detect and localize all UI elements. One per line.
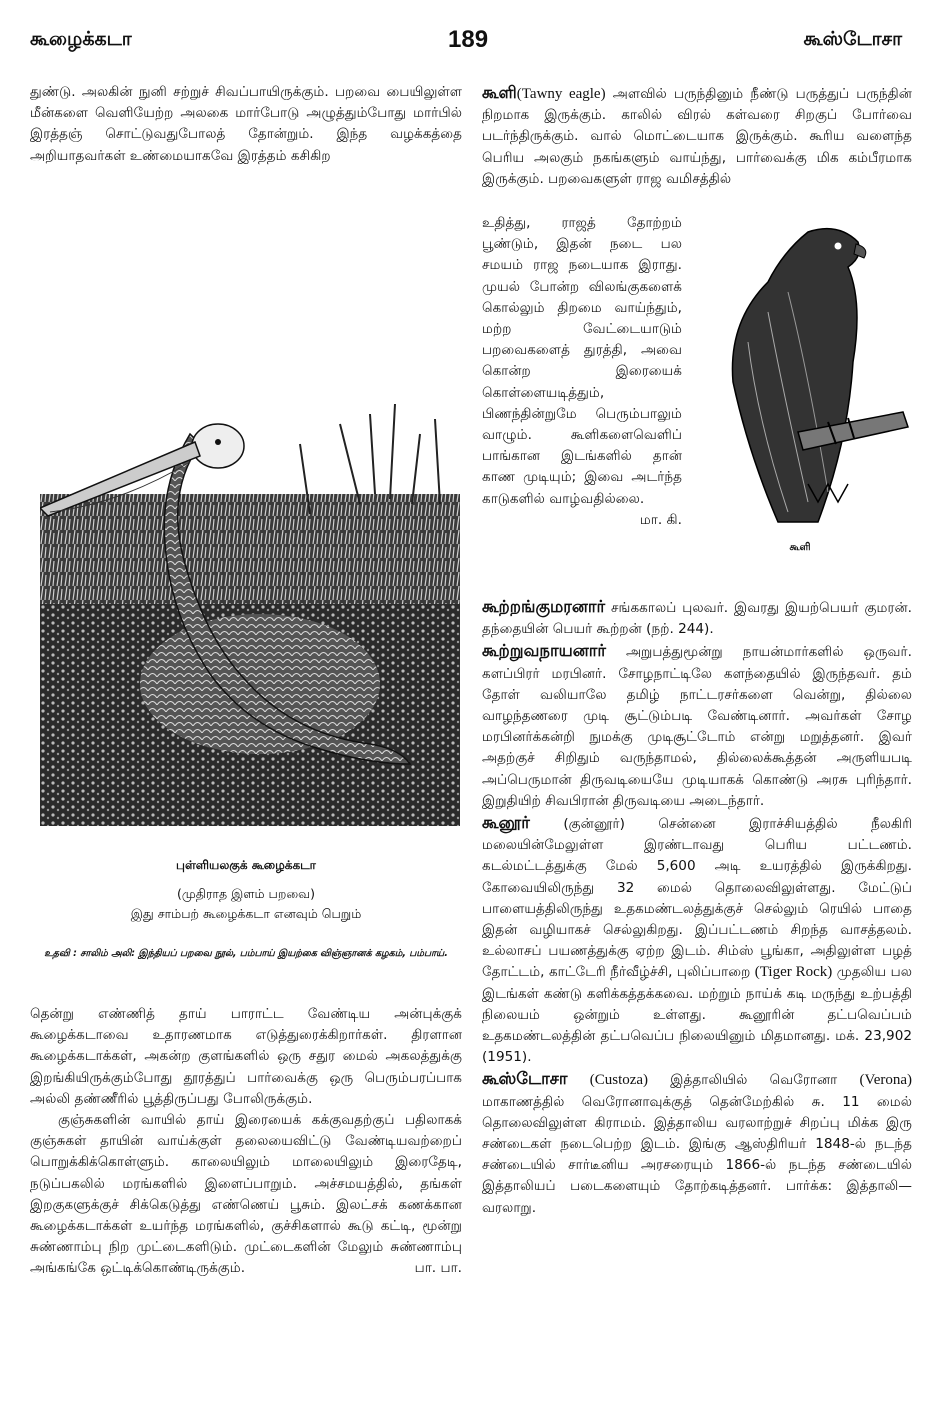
headword: கூஸ்டோசா <box>482 1069 568 1089</box>
english-term: (Verona) <box>859 1072 913 1089</box>
entry-custoza <box>482 1068 912 1218</box>
entry-paren: (குன்னூர்) <box>563 816 625 833</box>
entry-text: மாகாணத்தில் வெரோனாவுக்குத் தென்மேற்கில் சு. 11 மைல் தொலைவிலுள்ள கிராமம். இத்தாலிய வரலாற்றுச் சிறப்பு மிக்க இரு சண்டைகள் நடைபெற்ற இடம். இங்கு ஆஸ்திரியர் 1848-ல் நடந்த சண்டையில் சார்டீனிய அரசரையும் 1866-ல் நடந்த சண்டையில் இத்தாலியப் படைகளையும் தோற்கடித்தனர். பார்க்க: இத்தாலி—வரலாறு. <box>482 1093 912 1216</box>
subcaption-line: இது சாம்பற் கூழைக்கடா எனவும் பெறும் <box>130 906 362 921</box>
pelican-illustration <box>40 404 460 826</box>
paragraph-text: குஞ்சுகளின் வாயில் தாய் இரையைக் கக்குவதற்குப் பதிலாகக் குஞ்சுகள் தாயின் வாய்க்குள் தலையைவிட்டு வேண்டியவற்றைப் பொறுக்கிக்கொள்ளும். காலையிலும் மாலையிலும் இரைதேடி, நடுப்பகலில் மரங்களில் இளைப்பாறும். அச்சமயத்தில், தங்கள் இறகுகளுக்குச் சிக்கெடுத்து எண்ணெய் பூசும். இலட்சக் கணக்கான கூழைக்கடாக்கள் உயர்ந்த மரங்களில், குச்சிகளால் கூடு கட்டி, மூன்று சுண்ணாம்பு நிற முட்டைகளிடும். முட்டைகளின் மேலும் சுண்ணாம்பு அங்கங்கே ஒட்டிக்கொண்டிருக்கும். <box>30 1112 462 1277</box>
entry-koozhi-continued <box>482 213 682 531</box>
figure-credit: உதவி : சாலிம் அலி: இந்தியப் பறவை நூல், பம்பாய் இயற்கை விஞ்ஞானக் கழகம், பம்பாய். <box>44 948 448 959</box>
entry-koozhi <box>482 82 912 190</box>
paragraph <box>482 82 912 190</box>
english-term: (Tawny eagle) <box>516 86 606 102</box>
entry-text: அறுபத்துமூன்று நாயன்மார்களில் ஒருவர். களப்பிரர் மரபினர். சோழநாட்டிலே களந்தையில் இருந்தவர். தம் தோள் வலியாலே தமிழ் நாட்டரசர்களை வென்று, தில்லை வாழந்தணரை முடி சூட்டும்படி வேண்டினார். அவர்கள் சோழ மரபினர்க்கன்றி நுமக்கு முடிசூட்டோம் என்று மறுத்தனர். இவர் அதற்குச் சிறிதும் வருந்தாமல், தில்லைக்கூத்தன் அருளியபடி அப்பெருமான் திருவடியையே முடியாகக் கொண்டு அரசு புரிந்தார். இறுதியிற் சிவபிரான் திருவடியை அடைந்தார். <box>482 644 912 809</box>
figure-caption: புள்ளியலகுக் கூழைக்கடா <box>176 858 316 872</box>
author-signature: மா. கி. <box>639 511 682 528</box>
paragraph: துண்டு. அலகின் நுனி சற்றுச் சிவப்பாயிருக்கும். பறவை பையிலுள்ள மீன்களை வெளியேற்ற அலகை மார்போடு அழுத்தும்போது மார்பில் இரத்தஞ் சொட்டுவதுபோலத் தோன்றும். இந்த வழக்கத்தை அறியாதவர்கள் உண்மையாகவே இரத்தம் கசிகிற <box>30 84 462 164</box>
running-head-left: கூழைக்கடா <box>30 28 132 50</box>
entry-text: இத்தாலியில் வெரோனா <box>670 1072 838 1089</box>
entry-kootruvanayanar <box>482 640 912 812</box>
left-column-top <box>30 82 462 167</box>
figure-subcaption <box>30 884 462 924</box>
english-term: (Custoza) <box>589 1072 649 1089</box>
author-signature: பா. பா. <box>414 1260 462 1277</box>
headword: கூளி <box>482 83 517 102</box>
english-term: (Tiger Rock) <box>754 964 833 981</box>
page-number: 189 <box>448 26 489 53</box>
right-column-entries <box>482 596 912 1219</box>
entry-coonoor <box>482 812 912 1068</box>
headword: கூற்றுவநாயனார் <box>482 641 606 661</box>
eagle-illustration <box>688 222 910 534</box>
entry-text: அளவில் பருந்தினும் நீண்டு பருத்துப் பருந்தின் நிறமாக இருக்கும். காலில் விரல் கள்வரை சிறகுப் போர்வை படர்ந்திருக்கும். வால் மொட்டையாக இருக்கும். கூரிய வளைந்த பெரிய அலகும் நகங்களும் வாய்ந்து, பார்வைக்கு மிக கம்பீரமாக இருக்கும். பறவைகளுள் ராஜ வமிசத்தில் <box>482 86 912 187</box>
entry-text: முதலிய பல இடங்கள் கண்டு களிக்கத்தக்கவை. மற்றும் நாய்க் கடி மருந்து உற்பத்தி நிலையம் ஒன்றும் உள்ளது. கூனூரின் தட்பவெப்பம் உதகமண்டலத்தின் தட்பவெப்ப நிலையினும் மிதமானது. மக். 23,902 (1951). <box>482 964 913 1066</box>
entry-text: உதித்து, ராஜத் தோற்றம் பூண்டும், இதன் நடை பல சமயம் ராஜ நடையாக இராது. முயல் போன்ற விலங்குகளைக் கொல்லும் திறமை வாய்ந்தும், மற்ற வேட்டையாடும் பறவைகளைத் துரத்தி, அவை கொன்ற இரையைக் கொள்ளையடித்தும், பிணந்தின்றுமே பெரும்பாலும் வாழும். கூளிகளைவெளிப் பாங்கான இடங்களில் தான் காண முடியும்; இவை அடர்ந்த காடுகளில் வாழ்வதில்லை. <box>482 215 682 507</box>
subcaption-line: (முதிராத இளம் பறவை) <box>176 886 316 901</box>
figure-caption: கூளி <box>789 542 811 553</box>
entry-kootrangumaranar <box>482 596 912 640</box>
entry-text: சென்னை இராச்சியத்தில் நீலகிரி மலையின்மேலுள்ள இரண்டாவது பெரிய பட்டணம். கடல்மட்டத்துக்கு மேல் 5,600 அடி உயரத்தில் இருக்கிறது. கோவையிலிருந்து 32 மைல் தொலைவிலுள்ளது. மேட்டுப் பாளையத்திலிருந்து உதகமண்டலத்துக்குச் செல்லும் ரெயில் பாதை இதன் வழியாகச் செல்லுகிறது. இப்பட்டணம் சிறந்த வாசத்தலம். உல்லாசப் பயணத்துக்கு ஏற்ற இடம். சிம்ஸ் பூங்கா, அதிலுள்ள பழத் தோட்டம், காட்டேரி நீர்வீழ்ச்சி, புலிப்பாறை <box>482 816 912 981</box>
headword: கூற்றங்குமரனார் <box>482 597 606 616</box>
left-column-bottom <box>30 1004 462 1280</box>
running-head-right: கூஸ்டோசா <box>803 28 902 50</box>
headword: கூனூர் <box>482 813 530 833</box>
paragraph: தென்று எண்ணித் தாய் பாராட்ட வேண்டிய அன்புக்குக் கூழைக்கடாவை உதாரணமாக எடுத்துரைக்கிறார்கள். திரளான கூழைக்கடாக்கள், அகன்ற குளங்களில் ஒரு சதுர மைல் அகலத்துக்கு இறங்கியிருக்கும்போது தூரத்துப் பார்வைக்கு ஒரு பெரும்பரப்பாக அல்லி தண்ணீரில் பூத்திருப்பது போலிருக்கும். <box>30 1006 462 1107</box>
entry-text: சங்ககாலப் புலவர். இவரது இயற்பெயர் குமரன். தந்தையின் பெயர் கூற்றன் (நற். 244). <box>482 600 912 638</box>
paragraph <box>30 1110 462 1280</box>
